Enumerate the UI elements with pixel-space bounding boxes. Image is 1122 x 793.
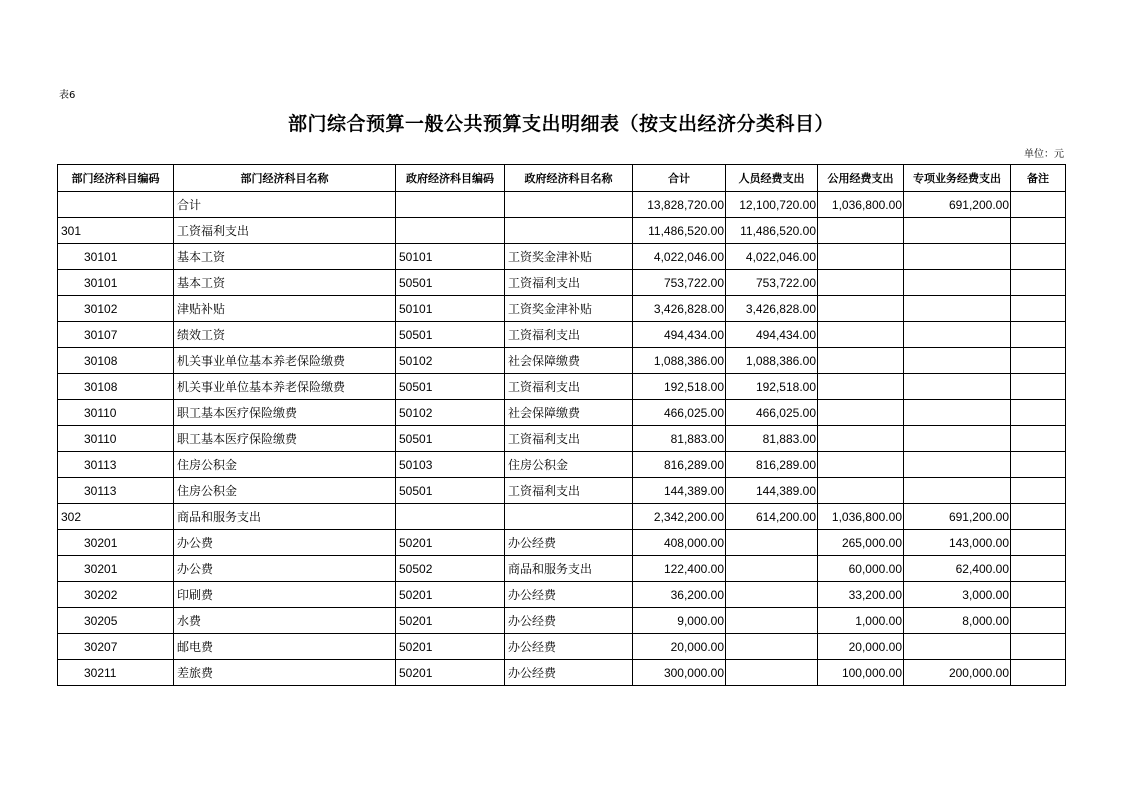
table-cell: 33,200.00 [818, 582, 904, 608]
table-number-label: 表6 [59, 90, 76, 101]
table-cell [1011, 374, 1066, 400]
table-row [58, 270, 1066, 296]
unit-label: 单位：元 [1024, 149, 1064, 160]
table-cell [1011, 322, 1066, 348]
table-cell [726, 608, 818, 634]
table-cell [1011, 634, 1066, 660]
table-cell: 300,000.00 [633, 660, 726, 686]
table-cell: 301 [58, 218, 174, 244]
table-cell [1011, 218, 1066, 244]
table-cell: 30107 [58, 322, 174, 348]
table-cell: 50201 [396, 582, 505, 608]
table-cell: 30108 [58, 348, 174, 374]
table-cell: 30202 [58, 582, 174, 608]
table-cell [904, 244, 1011, 270]
table-cell: 办公经费 [505, 582, 633, 608]
table-cell: 住房公积金 [174, 478, 396, 504]
table-cell: 753,722.00 [633, 270, 726, 296]
table-cell: 100,000.00 [818, 660, 904, 686]
table-row [58, 452, 1066, 478]
table-cell: 50501 [396, 426, 505, 452]
table-cell: 差旅费 [174, 660, 396, 686]
table-cell [818, 244, 904, 270]
table-cell [818, 426, 904, 452]
table-cell [1011, 426, 1066, 452]
table-cell [818, 270, 904, 296]
table-cell [818, 296, 904, 322]
table-cell: 30101 [58, 270, 174, 296]
table-cell: 816,289.00 [726, 452, 818, 478]
table-cell: 2,342,200.00 [633, 504, 726, 530]
table-row [58, 478, 1066, 504]
table-cell [1011, 556, 1066, 582]
table-cell: 机关事业单位基本养老保险缴费 [174, 348, 396, 374]
table-cell: 50501 [396, 478, 505, 504]
table-cell: 50103 [396, 452, 505, 478]
table-cell [505, 218, 633, 244]
table-cell: 工资福利支出 [505, 374, 633, 400]
table-cell: 144,389.00 [726, 478, 818, 504]
column-header: 备注 [1011, 165, 1066, 192]
table-cell: 816,289.00 [633, 452, 726, 478]
column-header: 人员经费支出 [726, 165, 818, 192]
table-cell: 3,426,828.00 [726, 296, 818, 322]
table-cell: 职工基本医疗保险缴费 [174, 400, 396, 426]
table-cell: 30101 [58, 244, 174, 270]
table-cell [1011, 400, 1066, 426]
table-cell [726, 660, 818, 686]
table-cell: 30201 [58, 530, 174, 556]
table-cell [1011, 478, 1066, 504]
table-cell: 144,389.00 [633, 478, 726, 504]
table-cell: 商品和服务支出 [174, 504, 396, 530]
table-row [58, 660, 1066, 686]
table-cell: 466,025.00 [633, 400, 726, 426]
table-cell [1011, 530, 1066, 556]
table-cell [904, 634, 1011, 660]
table-cell: 30102 [58, 296, 174, 322]
column-header: 合计 [633, 165, 726, 192]
table-cell: 50201 [396, 530, 505, 556]
table-cell: 4,022,046.00 [633, 244, 726, 270]
table-cell [818, 374, 904, 400]
table-cell [726, 530, 818, 556]
table-cell: 住房公积金 [174, 452, 396, 478]
table-cell: 691,200.00 [904, 192, 1011, 218]
table-cell: 办公费 [174, 530, 396, 556]
table-cell [726, 556, 818, 582]
table-row [58, 218, 1066, 244]
table-cell: 基本工资 [174, 244, 396, 270]
table-cell [818, 478, 904, 504]
table-cell [818, 400, 904, 426]
table-cell: 8,000.00 [904, 608, 1011, 634]
table-cell [726, 582, 818, 608]
table-cell: 302 [58, 504, 174, 530]
table-cell: 办公经费 [505, 634, 633, 660]
table-header-row [58, 165, 1066, 192]
table-cell: 商品和服务支出 [505, 556, 633, 582]
table-cell [1011, 660, 1066, 686]
table-cell: 50201 [396, 608, 505, 634]
table-cell: 466,025.00 [726, 400, 818, 426]
column-header: 政府经济科目编码 [396, 165, 505, 192]
table-cell: 20,000.00 [633, 634, 726, 660]
table-cell: 11,486,520.00 [726, 218, 818, 244]
table-cell [904, 322, 1011, 348]
table-cell [904, 426, 1011, 452]
table-cell: 30201 [58, 556, 174, 582]
table-row [58, 348, 1066, 374]
table-cell: 62,400.00 [904, 556, 1011, 582]
table-row [58, 426, 1066, 452]
table-cell: 30113 [58, 478, 174, 504]
table-row [58, 244, 1066, 270]
table-cell: 基本工资 [174, 270, 396, 296]
table-cell: 691,200.00 [904, 504, 1011, 530]
table-cell [1011, 270, 1066, 296]
table-cell: 614,200.00 [726, 504, 818, 530]
table-cell: 50101 [396, 296, 505, 322]
table-row [58, 530, 1066, 556]
table-cell: 职工基本医疗保险缴费 [174, 426, 396, 452]
table-cell: 工资奖金津补贴 [505, 296, 633, 322]
table-cell: 办公费 [174, 556, 396, 582]
table-row [58, 504, 1066, 530]
table-cell [1011, 296, 1066, 322]
table-cell: 200,000.00 [904, 660, 1011, 686]
table-cell [904, 400, 1011, 426]
table-cell: 住房公积金 [505, 452, 633, 478]
table-cell [1011, 582, 1066, 608]
table-cell: 753,722.00 [726, 270, 818, 296]
table-cell: 81,883.00 [633, 426, 726, 452]
table-cell [396, 218, 505, 244]
table-cell: 11,486,520.00 [633, 218, 726, 244]
table-cell: 1,088,386.00 [726, 348, 818, 374]
table-cell: 192,518.00 [726, 374, 818, 400]
table-cell: 265,000.00 [818, 530, 904, 556]
table-cell [396, 504, 505, 530]
table-cell: 1,036,800.00 [818, 192, 904, 218]
table-cell: 50102 [396, 348, 505, 374]
table-cell: 津贴补贴 [174, 296, 396, 322]
table-cell: 50201 [396, 634, 505, 660]
table-row [58, 556, 1066, 582]
table-cell: 绩效工资 [174, 322, 396, 348]
table-cell: 1,000.00 [818, 608, 904, 634]
table-cell [1011, 608, 1066, 634]
table-cell [58, 192, 174, 218]
table-row [58, 400, 1066, 426]
table-cell [818, 322, 904, 348]
table-cell [904, 296, 1011, 322]
table-cell: 122,400.00 [633, 556, 726, 582]
table-row [58, 582, 1066, 608]
table-cell: 社会保障缴费 [505, 348, 633, 374]
table-cell [904, 348, 1011, 374]
table-cell: 合计 [174, 192, 396, 218]
table-cell: 50501 [396, 270, 505, 296]
table-cell: 494,434.00 [633, 322, 726, 348]
table-cell [1011, 452, 1066, 478]
page-title: 部门综合预算一般公共预算支出明细表（按支出经济分类科目） [287, 113, 834, 135]
table-cell: 工资福利支出 [505, 478, 633, 504]
table-cell [1011, 504, 1066, 530]
table-cell: 60,000.00 [818, 556, 904, 582]
table-row [58, 634, 1066, 660]
table-cell: 4,022,046.00 [726, 244, 818, 270]
table-cell [1011, 348, 1066, 374]
table-cell: 81,883.00 [726, 426, 818, 452]
column-header: 部门经济科目编码 [58, 165, 174, 192]
table-row [58, 608, 1066, 634]
table-cell: 494,434.00 [726, 322, 818, 348]
table-cell: 印刷费 [174, 582, 396, 608]
table-cell [505, 192, 633, 218]
table-cell: 工资福利支出 [174, 218, 396, 244]
table-cell: 工资福利支出 [505, 270, 633, 296]
table-cell: 9,000.00 [633, 608, 726, 634]
table-cell: 30110 [58, 400, 174, 426]
table-row [58, 192, 1066, 218]
column-header: 政府经济科目名称 [505, 165, 633, 192]
budget-detail-table [57, 164, 1066, 686]
table-cell: 办公经费 [505, 660, 633, 686]
table-cell: 1,036,800.00 [818, 504, 904, 530]
table-cell [904, 374, 1011, 400]
table-cell: 50201 [396, 660, 505, 686]
table-cell: 工资福利支出 [505, 322, 633, 348]
table-row [58, 296, 1066, 322]
table-cell: 机关事业单位基本养老保险缴费 [174, 374, 396, 400]
table-cell [904, 478, 1011, 504]
table-body [58, 192, 1066, 686]
table-cell [818, 348, 904, 374]
table-cell: 3,426,828.00 [633, 296, 726, 322]
table-cell: 30113 [58, 452, 174, 478]
table-cell [818, 452, 904, 478]
column-header: 公用经费支出 [818, 165, 904, 192]
table-cell: 20,000.00 [818, 634, 904, 660]
table-cell: 50102 [396, 400, 505, 426]
table-cell: 1,088,386.00 [633, 348, 726, 374]
table-row [58, 374, 1066, 400]
table-cell: 50101 [396, 244, 505, 270]
table-cell [505, 504, 633, 530]
table-cell [904, 218, 1011, 244]
table-cell: 办公经费 [505, 608, 633, 634]
table-cell [726, 634, 818, 660]
table-cell [904, 270, 1011, 296]
table-cell: 36,200.00 [633, 582, 726, 608]
table-cell: 50502 [396, 556, 505, 582]
table-cell: 30110 [58, 426, 174, 452]
table-cell: 192,518.00 [633, 374, 726, 400]
table-cell [904, 452, 1011, 478]
table-cell [1011, 192, 1066, 218]
table-cell: 社会保障缴费 [505, 400, 633, 426]
table-cell: 30211 [58, 660, 174, 686]
column-header: 专项业务经费支出 [904, 165, 1011, 192]
table-cell [396, 192, 505, 218]
column-header: 部门经济科目名称 [174, 165, 396, 192]
table-cell [1011, 244, 1066, 270]
table-cell [818, 218, 904, 244]
table-cell: 143,000.00 [904, 530, 1011, 556]
table-cell: 邮电费 [174, 634, 396, 660]
table-cell: 13,828,720.00 [633, 192, 726, 218]
table-cell: 工资福利支出 [505, 426, 633, 452]
table-cell: 12,100,720.00 [726, 192, 818, 218]
table-cell: 50501 [396, 374, 505, 400]
table-cell: 30108 [58, 374, 174, 400]
table-cell: 3,000.00 [904, 582, 1011, 608]
table-cell: 水费 [174, 608, 396, 634]
table-cell: 办公经费 [505, 530, 633, 556]
table-cell: 50501 [396, 322, 505, 348]
table-cell: 工资奖金津补贴 [505, 244, 633, 270]
table-cell: 30207 [58, 634, 174, 660]
table-row [58, 322, 1066, 348]
table-cell: 408,000.00 [633, 530, 726, 556]
table-cell: 30205 [58, 608, 174, 634]
